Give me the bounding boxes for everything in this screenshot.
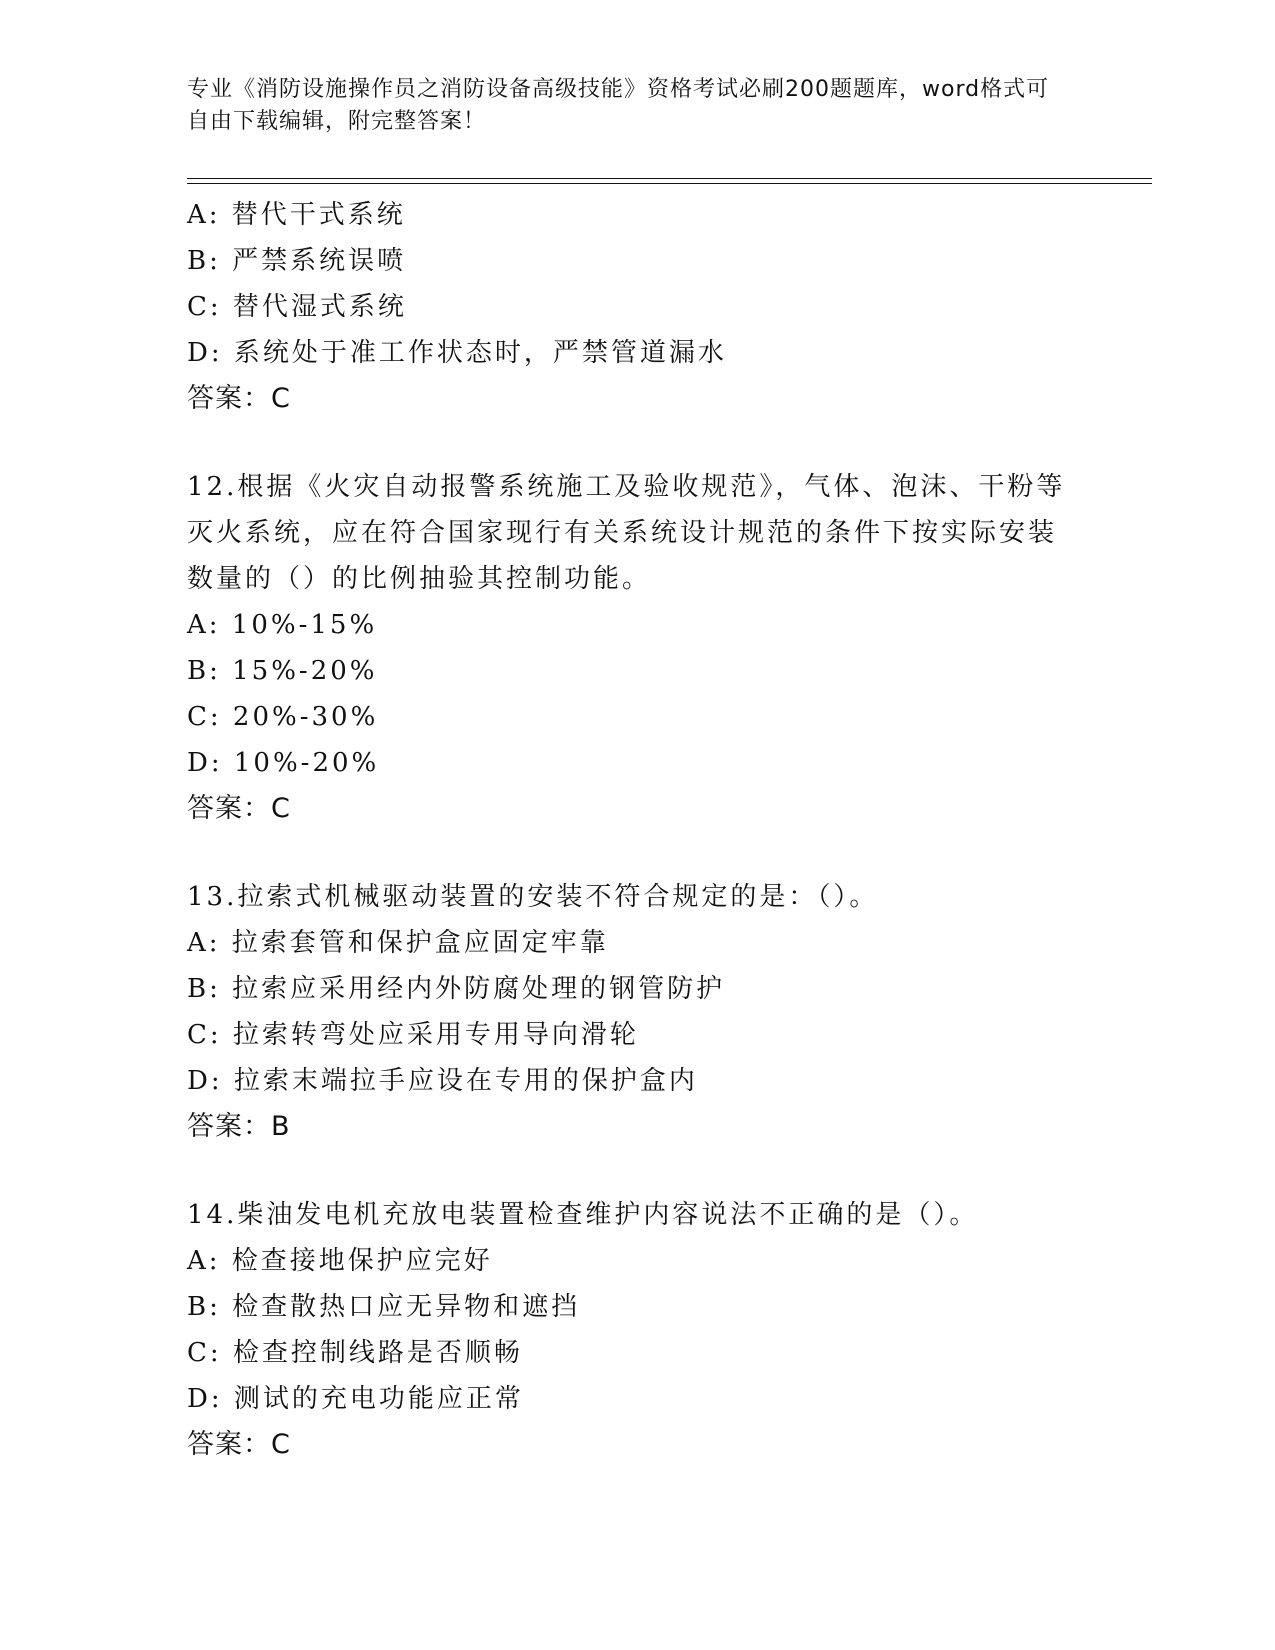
- header-rule-top: [187, 178, 1152, 179]
- answer-line: 答案：C: [187, 1429, 291, 1460]
- question-stem: 13.拉索式机械驱动装置的安装不符合规定的是：（）。: [187, 882, 879, 912]
- question-11-continued: [187, 192, 1107, 422]
- option-a: A: 替代干式系统: [187, 200, 406, 230]
- option-b: B: 拉索应采用经内外防腐处理的钢管防护: [187, 974, 726, 1004]
- header-rule-bottom: [187, 183, 1152, 184]
- question-stem: 12.根据《火灾自动报警系统施工及验收规范》，气体、泡沫、干粉等灭火系统，应在符合国家现行有关系统设计规范的条件下按实际安装数量的（）的比例抽验其控制功能。: [187, 472, 1066, 594]
- answer-line: 答案：B: [187, 1111, 291, 1142]
- question-list: [187, 192, 1107, 1468]
- option-c: C: 替代湿式系统: [187, 292, 407, 322]
- option-d: D: 系统处于准工作状态时，严禁管道漏水: [187, 338, 727, 368]
- option-d: D: 拉索末端拉手应设在专用的保护盒内: [187, 1066, 698, 1096]
- option-c: C: 拉索转弯处应采用专用导向滑轮: [187, 1020, 639, 1050]
- option-d: D: 10%-20%: [187, 748, 380, 778]
- option-a: A: 检查接地保护应完好: [187, 1246, 493, 1276]
- option-b: B: 严禁系统误喷: [187, 246, 407, 276]
- document-header: 专业《消防设施操作员之消防设备高级技能》资格考试必刷200题题库，word格式可自由下载编辑，附完整答案！: [187, 77, 1050, 134]
- question-12: [187, 464, 1107, 832]
- option-c: C: 检查控制线路是否顺畅: [187, 1338, 523, 1368]
- question-stem: 14.柴油发电机充放电装置检查维护内容说法不正确的是（）。: [187, 1200, 979, 1230]
- answer-line: 答案：C: [187, 793, 291, 824]
- option-a: A: 拉索套管和保护盒应固定牢靠: [187, 928, 609, 958]
- option-b: B: 15%-20%: [187, 656, 378, 686]
- question-13: [187, 874, 1107, 1150]
- option-b: B: 检查散热口应无异物和遮挡: [187, 1292, 581, 1322]
- option-a: A: 10%-15%: [187, 610, 378, 640]
- question-14: [187, 1192, 1107, 1468]
- option-c: C: 20%-30%: [187, 702, 379, 732]
- answer-line: 答案：C: [187, 383, 291, 414]
- option-d: D: 测试的充电功能应正常: [187, 1384, 524, 1414]
